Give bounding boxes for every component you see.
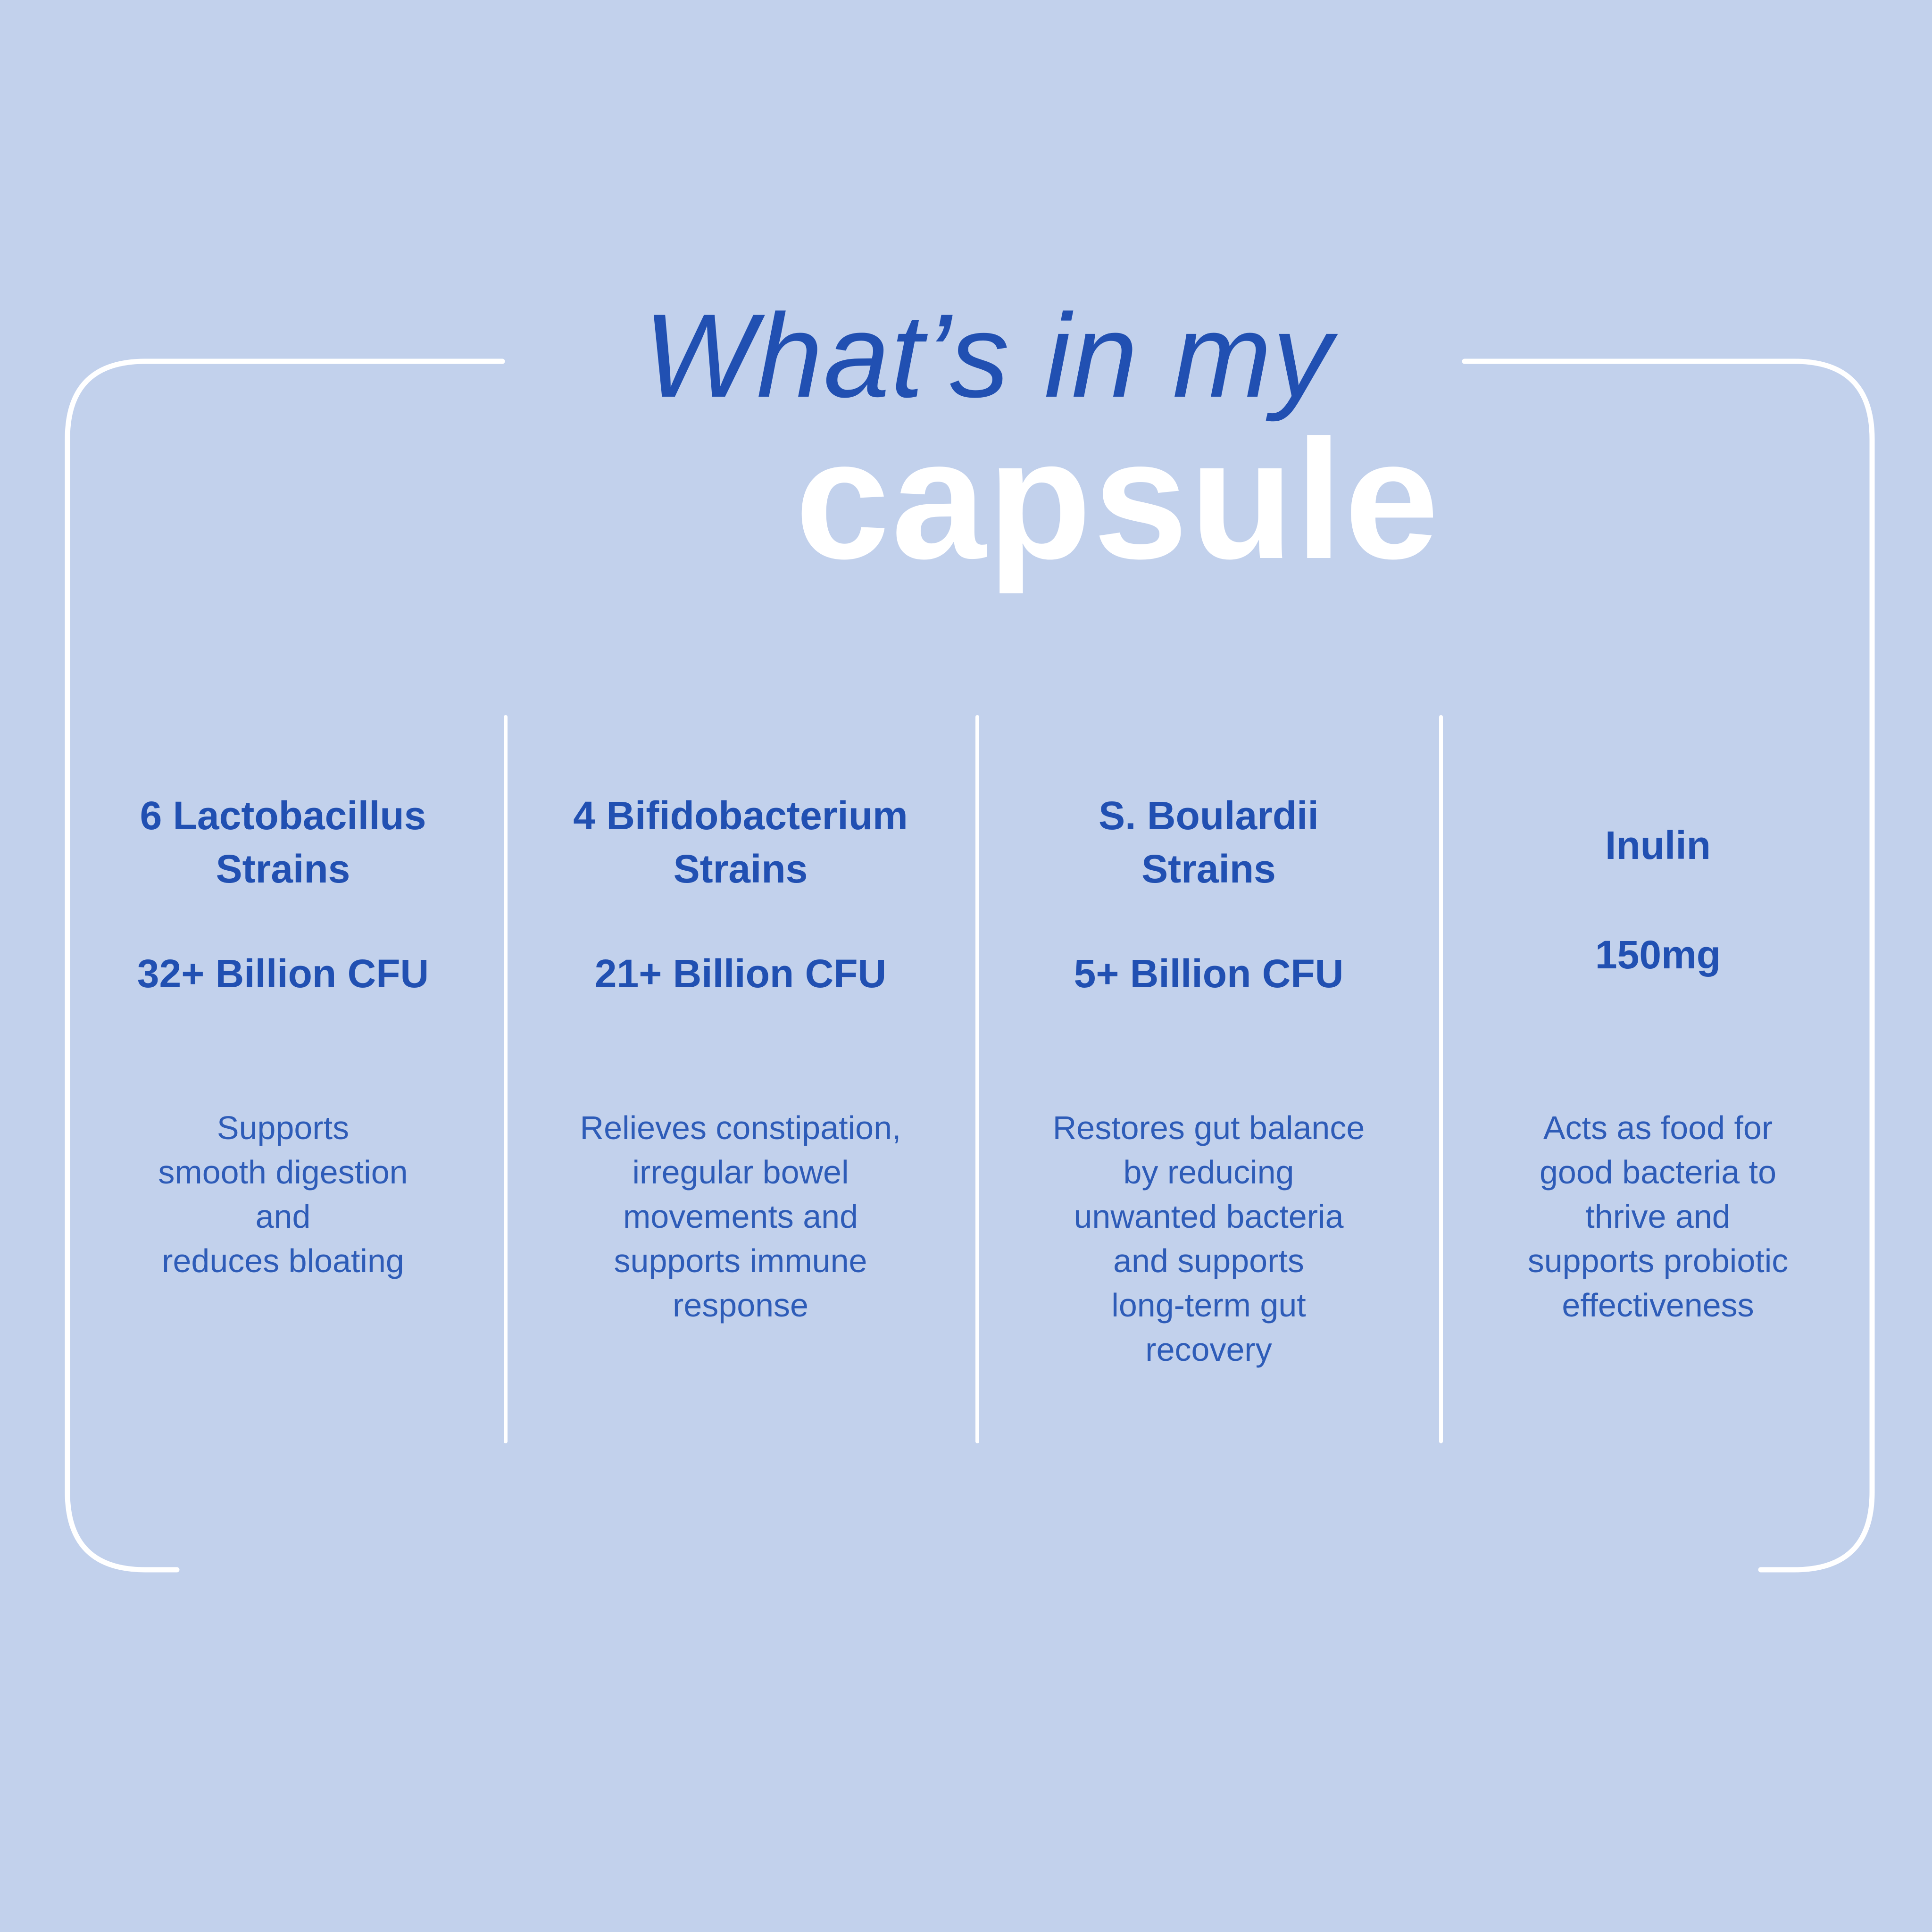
- ingredient-column-bifidobacterium: [514, 789, 967, 1327]
- title-bold-text: capsule: [795, 405, 1441, 594]
- ingredient-name: 6 Lactobacillus Strains: [140, 793, 426, 891]
- ingredient-amount: 5+ Billion CFU: [1074, 951, 1344, 996]
- ingredient-name: Inulin: [1605, 823, 1711, 867]
- ingredient-description: Relieves constipation, irregular bowel movements and supports immune response: [580, 1109, 901, 1324]
- ingredient-amount: 150mg: [1595, 933, 1721, 977]
- title-script-text: What’s in my: [643, 290, 1333, 422]
- ingredient-column-s-boulardii: [986, 789, 1432, 1372]
- column-divider-2: [975, 715, 979, 1443]
- ingredient-amount: 21+ Billion CFU: [594, 951, 887, 996]
- ingredient-description: Acts as food for good bacteria to thrive and supports probiotic effectiveness: [1527, 1109, 1789, 1324]
- ingredient-name: S. Boulardii Strains: [1099, 793, 1319, 891]
- column-divider-1: [504, 715, 508, 1443]
- ingredient-name: 4 Bifidobacterium Strains: [573, 793, 908, 891]
- ingredient-description: Supports smooth digestion and reduces bloating: [158, 1109, 408, 1279]
- ingredient-amount: 32+ Billion CFU: [137, 951, 429, 996]
- ingredient-description: Restores gut balance by reducing unwanted bacteria and supports long-term gut recovery: [1052, 1109, 1365, 1368]
- ingredient-column-lactobacillus: [71, 789, 495, 1283]
- ingredient-column-inulin: [1450, 789, 1865, 1327]
- column-divider-3: [1439, 715, 1443, 1443]
